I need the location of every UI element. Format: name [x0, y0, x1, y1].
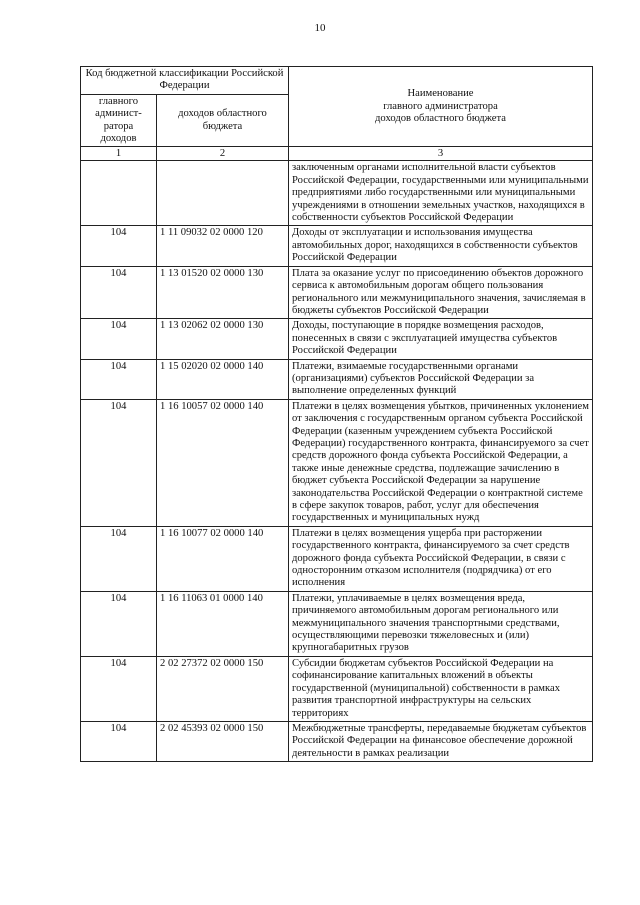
income-code-cell: 2 02 45393 02 0000 150 — [157, 721, 289, 761]
income-name-cell: Доходы от эксплуатации и использования имущества автомобильных дорог, находящихся в собственности субъектов Российской Федерации — [289, 226, 593, 266]
admin-code-cell: 104 — [81, 266, 157, 319]
page-number: 10 — [314, 22, 326, 34]
header-code-line: доходов областного — [178, 108, 267, 120]
income-code-cell: 1 13 02062 02 0000 130 — [157, 319, 289, 359]
income-code-cell: 1 16 11063 01 0000 140 — [157, 591, 289, 656]
header-name-line: Наименование — [407, 88, 474, 100]
table-row — [81, 266, 593, 319]
admin-code-cell: 104 — [81, 319, 157, 359]
income-code-cell: 1 13 01520 02 0000 130 — [157, 266, 289, 319]
table-row — [81, 399, 593, 526]
income-name-cell: Платежи, взимаемые государственными органами (организациями) субъектов Российской Федерации за выполнение определенных функций — [289, 359, 593, 399]
header-admin-line: главного — [98, 95, 139, 107]
income-name-cell: Платежи в целях возмещения убытков, причиненных уклонением от заключения с государственным органом субъекта Российской Федерации (казенным учреждением субъекта Российской Федерации) государственного контракта, финансируемого за счет средств дорожного фонда субъекта Российской Федерации, а также иные денежные средства, подлежащие зачислению в бюджет субъекта Российской Федерации за нарушение законодательства Российской Федерации о контрактной системе в сфере закупок товаров, работ, услуг для обеспечения государственных и муниципальных нужд — [289, 399, 593, 526]
table-row — [81, 226, 593, 266]
income-name-cell: Платежи, уплачиваемые в целях возмещения вреда, причиняемого автомобильным дорогам регионального или межмуниципального значения транспортными средствами, осуществляющими перевозки тяжеловесных и (или) крупногабаритных грузов — [289, 591, 593, 656]
admin-code-cell: 104 — [81, 591, 157, 656]
column-number: 1 — [81, 147, 157, 161]
header-name-column — [289, 67, 593, 147]
header-row-group — [81, 67, 593, 95]
table-row — [81, 721, 593, 761]
table-row — [81, 656, 593, 721]
header-name-line: главного администратора — [383, 100, 498, 112]
column-number: 3 — [289, 147, 593, 161]
income-name-cell: Платежи в целях возмещения ущерба при расторжении государственного контракта, финансируемого за счет средств дорожного фонда субъекта Российской Федерации, в связи с односторонним отказом исполнителя (подрядчика) от его исполнения — [289, 526, 593, 591]
admin-code-cell: 104 — [81, 359, 157, 399]
header-code-column — [157, 94, 289, 147]
table-row — [81, 591, 593, 656]
income-name-cell: Доходы, поступающие в порядке возмещения расходов, понесенных в связи с эксплуатацией имущества субъектов Российской Федерации — [289, 319, 593, 359]
admin-code-cell: 104 — [81, 656, 157, 721]
table-row — [81, 359, 593, 399]
header-code-line: бюджета — [202, 120, 243, 132]
header-admin-line: доходов — [100, 133, 137, 145]
income-code-cell: 1 16 10057 02 0000 140 — [157, 399, 289, 526]
table-row — [81, 161, 593, 226]
admin-code-cell: 104 — [81, 526, 157, 591]
admin-code-cell: 104 — [81, 399, 157, 526]
table-row — [81, 319, 593, 359]
header-admin-line: админист- — [95, 108, 142, 120]
income-name-cell: Субсидии бюджетам субъектов Российской Федерации на софинансирование капитальных вложений в объекты государственной (муниципальной) собственности в рамках развития транспортной инфраструктуры на сельских территориях — [289, 656, 593, 721]
admin-code-cell: 104 — [81, 226, 157, 266]
admin-code-cell: 104 — [81, 721, 157, 761]
income-name-cell: Плата за оказание услуг по присоединению объектов дорожного сервиса к автомобильным дорогам общего пользования регионального или межмуниципального значения, зачисляемая в бюджеты субъектов Российской Федерации — [289, 266, 593, 319]
admin-code-cell — [81, 161, 157, 226]
income-code-cell: 1 16 10077 02 0000 140 — [157, 526, 289, 591]
income-code-cell — [157, 161, 289, 226]
header-name-line: доходов областного бюджета — [375, 112, 506, 124]
header-admin-column — [81, 94, 157, 147]
income-code-cell: 1 15 02020 02 0000 140 — [157, 359, 289, 399]
income-name-cell: заключенным органами исполнительной власти субъектов Российской Федерации, государственными или муниципальными предприятиями либо государственными или муниципальными учреждениями в отношении земельных участков, находящихся в собственности субъектов Российской Федерации — [289, 161, 593, 226]
column-number: 2 — [157, 147, 289, 161]
header-admin-line: ратора — [103, 120, 134, 132]
budget-classification-table — [80, 66, 593, 762]
header-group-title: Код бюджетной классификации Российской Федерации — [81, 67, 289, 95]
column-number-row — [81, 147, 593, 161]
income-code-cell: 1 11 09032 02 0000 120 — [157, 226, 289, 266]
table-row — [81, 526, 593, 591]
income-code-cell: 2 02 27372 02 0000 150 — [157, 656, 289, 721]
income-name-cell: Межбюджетные трансферты, передаваемые бюджетам субъектов Российской Федерации на финансовое обеспечение дорожной деятельности в рамках реализации — [289, 721, 593, 761]
